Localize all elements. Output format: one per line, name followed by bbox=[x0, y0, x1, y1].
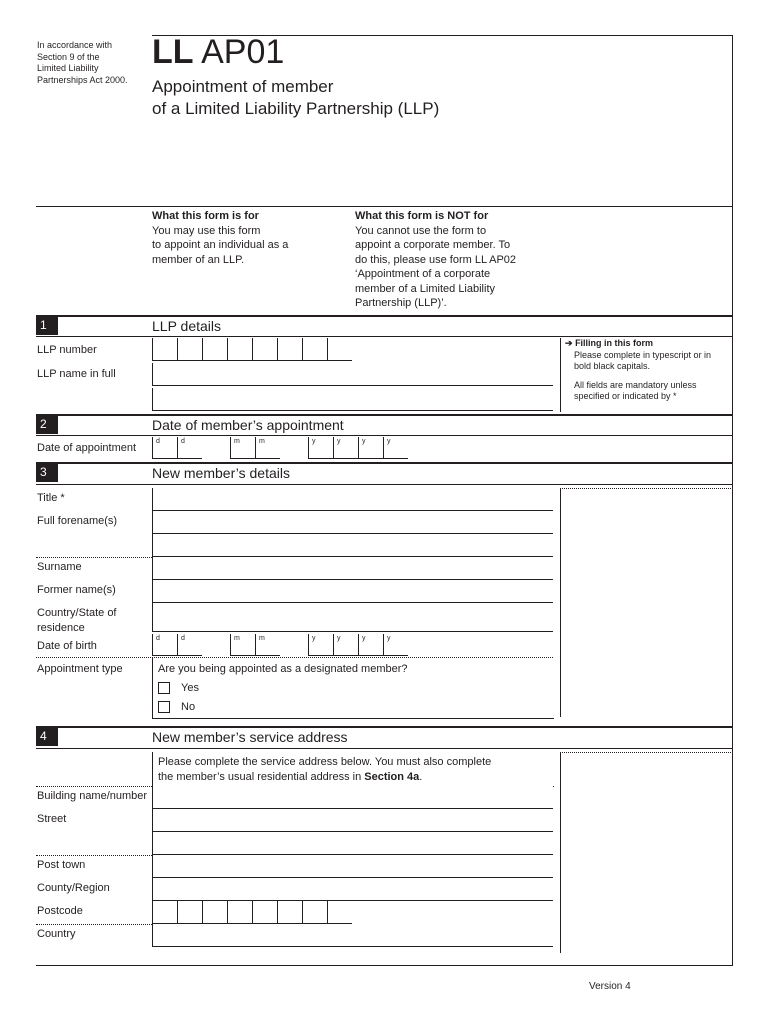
postcode-cell[interactable] bbox=[227, 901, 252, 924]
notfor-title: What this form is NOT for bbox=[355, 210, 489, 222]
country-residence-input[interactable] bbox=[152, 603, 553, 632]
section2-subrule bbox=[36, 435, 733, 436]
arrow-right-icon: ➔ bbox=[565, 338, 573, 348]
county-input[interactable] bbox=[152, 878, 553, 901]
dob-cell-y[interactable]: y bbox=[383, 634, 408, 656]
postcode-cell[interactable] bbox=[202, 901, 227, 924]
llp-number-cell[interactable] bbox=[202, 338, 227, 361]
street-label: Street bbox=[37, 813, 67, 825]
dob-cell-y[interactable]: y bbox=[333, 634, 358, 656]
building-input[interactable] bbox=[152, 786, 553, 809]
section4-subrule bbox=[36, 748, 733, 749]
dob-cell-y[interactable]: y bbox=[358, 634, 383, 656]
yes-label: Yes bbox=[181, 682, 199, 694]
postcode-cell[interactable] bbox=[327, 901, 352, 924]
date-cell-d[interactable]: d bbox=[177, 437, 202, 459]
date-cell-y[interactable]: y bbox=[358, 437, 383, 459]
forenames-label: Full forename(s) bbox=[37, 515, 118, 527]
form-code bbox=[152, 32, 284, 72]
page-title: Appointment of member of a Limited Liability Partnership (LLP) bbox=[152, 77, 440, 118]
postcode-label: Postcode bbox=[37, 905, 83, 917]
title-input[interactable] bbox=[152, 488, 553, 511]
post-town-input[interactable] bbox=[152, 855, 553, 878]
form-code-prefix: LL bbox=[152, 33, 194, 71]
section4-sidebox bbox=[560, 752, 733, 953]
no-label: No bbox=[181, 701, 196, 713]
llp-number-cell[interactable] bbox=[277, 338, 302, 361]
llp-number-cell[interactable] bbox=[152, 338, 177, 361]
postcode-cell[interactable] bbox=[252, 901, 277, 924]
section2-title: Date of member’s appointment bbox=[152, 417, 344, 433]
section4-number: 4 bbox=[36, 727, 58, 746]
date-of-appointment-label: Date of appointment bbox=[37, 442, 137, 454]
street-input-1[interactable] bbox=[152, 809, 553, 832]
forenames-input-2[interactable] bbox=[152, 534, 553, 557]
for-title: What this form is for bbox=[152, 210, 259, 222]
postcode-cell[interactable] bbox=[302, 901, 327, 924]
street-divider bbox=[36, 855, 152, 856]
dob-cell-d[interactable]: d bbox=[177, 634, 202, 656]
version-label: Version 4 bbox=[589, 981, 631, 992]
llp-number-cell[interactable] bbox=[327, 338, 352, 361]
section3-number: 3 bbox=[36, 463, 58, 482]
designated-question: Are you being appointed as a designated member? bbox=[158, 663, 408, 675]
section1-rule bbox=[36, 315, 733, 317]
section3-subrule bbox=[36, 484, 733, 485]
county-label: County/Region bbox=[37, 882, 110, 894]
llp-number-label: LLP number bbox=[37, 344, 97, 356]
section-4a-ref: Section 4a bbox=[364, 770, 420, 783]
country-input[interactable] bbox=[152, 924, 553, 947]
date-of-birth-input[interactable] bbox=[152, 634, 408, 656]
section3-title: New member’s details bbox=[152, 465, 290, 481]
date-cell-y[interactable]: y bbox=[333, 437, 358, 459]
appointment-type-label: Appointment type bbox=[37, 663, 123, 675]
postcode-cell[interactable] bbox=[152, 901, 177, 924]
section4-rule bbox=[36, 726, 733, 728]
section1-number: 1 bbox=[36, 316, 58, 335]
post-town-label: Post town bbox=[37, 859, 86, 871]
form-code-number: AP01 bbox=[201, 33, 285, 71]
street-input-2[interactable] bbox=[152, 832, 553, 855]
dob-cell-m[interactable]: m bbox=[255, 634, 280, 656]
postcode-cell[interactable] bbox=[277, 901, 302, 924]
forenames-divider bbox=[36, 557, 152, 558]
dob-cell-y[interactable]: y bbox=[308, 634, 333, 656]
surname-input[interactable] bbox=[152, 557, 553, 580]
title-label: Title * bbox=[37, 492, 65, 504]
section4-left-divider bbox=[36, 786, 152, 787]
filling-title: Filling in this form bbox=[575, 338, 654, 348]
postcode-divider bbox=[36, 924, 152, 925]
section1-title: LLP details bbox=[152, 318, 222, 334]
llp-name-label: LLP name in full bbox=[37, 368, 116, 380]
llp-number-cell[interactable] bbox=[302, 338, 327, 361]
accordance-note: In accordance with Section 9 of the Limited Liability Partnerships Act 2000. bbox=[37, 40, 128, 85]
section2-rule bbox=[36, 414, 733, 416]
dob-cell-d[interactable]: d bbox=[152, 634, 177, 656]
service-address-instruction: Please complete the service address below. You must also complete the member’s usual residential address in Section 4a. bbox=[158, 756, 492, 783]
what-form-is-not-for: What this form is NOT for You cannot use the form to appoint a corporate member. To do this, please use form LL AP02 ‘Appointment of a corporate member of a Limited Liability Partnership (LLP)’. bbox=[355, 209, 545, 311]
section3-sidebox bbox=[560, 488, 733, 717]
country-residence-label: Country/State of residence bbox=[37, 607, 117, 634]
building-label: Building name/number bbox=[37, 790, 148, 802]
forenames-input-1[interactable] bbox=[152, 511, 553, 534]
former-names-input[interactable] bbox=[152, 580, 553, 603]
date-cell-m[interactable]: m bbox=[255, 437, 280, 459]
llp-number-input[interactable] bbox=[152, 338, 352, 361]
llp-number-cell[interactable] bbox=[177, 338, 202, 361]
date-of-birth-label: Date of birth bbox=[37, 640, 97, 652]
header-top-rule bbox=[152, 35, 732, 36]
country-label: Country bbox=[37, 928, 76, 940]
what-form-is-for: What this form is for You may use this form to appoint an individual as a member of an LLP. bbox=[152, 209, 342, 267]
section2-number: 2 bbox=[36, 415, 58, 434]
filling-guidance: ➔ Filling in this form Please complete in typescript or in bold black capitals. All fields are mandatory unless specified or indicated by * bbox=[560, 338, 737, 412]
section4-title: New member’s service address bbox=[152, 729, 348, 745]
postcode-cell[interactable] bbox=[177, 901, 202, 924]
llp-name-input-1[interactable] bbox=[152, 363, 553, 386]
llp-name-input-2[interactable] bbox=[152, 388, 553, 411]
date-cell-y[interactable]: y bbox=[383, 437, 408, 459]
page-bottom-border bbox=[36, 965, 733, 966]
surname-label: Surname bbox=[37, 561, 82, 573]
dob-cell-m[interactable]: m bbox=[230, 634, 255, 656]
former-names-label: Former name(s) bbox=[37, 584, 116, 596]
date-cell-m[interactable]: m bbox=[230, 437, 255, 459]
designated-no-checkbox[interactable] bbox=[158, 701, 170, 713]
appointment-date-input[interactable] bbox=[152, 437, 408, 459]
designated-yes-checkbox[interactable] bbox=[158, 682, 170, 694]
llp-number-cell[interactable] bbox=[227, 338, 252, 361]
date-cell-d[interactable]: d bbox=[152, 437, 177, 459]
intro-rule bbox=[36, 206, 733, 207]
date-cell-y[interactable]: y bbox=[308, 437, 333, 459]
postcode-input[interactable] bbox=[152, 901, 352, 924]
section3-rule bbox=[36, 462, 733, 464]
section1-subrule bbox=[36, 336, 733, 337]
llp-number-cell[interactable] bbox=[252, 338, 277, 361]
